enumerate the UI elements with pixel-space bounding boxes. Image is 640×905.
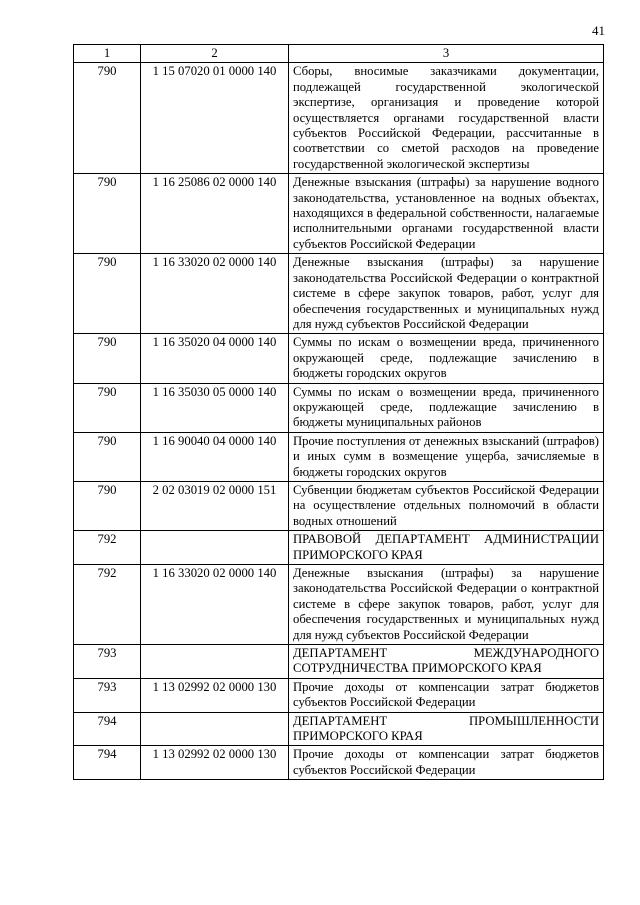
budget-code-cell: 1 13 02992 02 0000 130 [141, 678, 289, 712]
description-cell: Денежные взыскания (штрафы) за нарушение водного законодательства, установленное на водных объектах, находящихся в федеральной собственности, налагаемые исполнительными органами государственной власти субъектов Российской Федерации [289, 174, 604, 254]
budget-code-cell: 1 16 35020 04 0000 140 [141, 334, 289, 383]
table-row [74, 481, 604, 530]
budget-code-cell [141, 712, 289, 746]
column-header-1: 1 [74, 45, 141, 63]
admin-code-cell: 792 [74, 565, 141, 645]
table-row [74, 746, 604, 780]
budget-code-cell: 1 16 35030 05 0000 140 [141, 383, 289, 432]
admin-code-cell: 792 [74, 531, 141, 565]
table-row [74, 531, 604, 565]
table-row [74, 254, 604, 334]
department-name-cell: ДЕПАРТАМЕНТ ПРОМЫШЛЕННОСТИ ПРИМОРСКОГО КРАЯ [289, 712, 604, 746]
description-cell: Прочие доходы от компенсации затрат бюджетов субъектов Российской Федерации [289, 678, 604, 712]
admin-code-cell: 790 [74, 254, 141, 334]
admin-code-cell: 794 [74, 712, 141, 746]
admin-code-cell: 793 [74, 678, 141, 712]
table-row [74, 678, 604, 712]
admin-code-cell: 790 [74, 334, 141, 383]
description-cell: Суммы по искам о возмещении вреда, причиненного окружающей среде, подлежащие зачислению в бюджеты городских округов [289, 334, 604, 383]
description-cell: Субвенции бюджетам субъектов Российской Федерации на осуществление отдельных полномочий в области водных отношений [289, 481, 604, 530]
column-header-3: 3 [289, 45, 604, 63]
budget-code-cell: 1 16 33020 02 0000 140 [141, 254, 289, 334]
table-row [74, 334, 604, 383]
budget-code-cell: 1 16 90040 04 0000 140 [141, 432, 289, 481]
description-cell: Прочие доходы от компенсации затрат бюджетов субъектов Российской Федерации [289, 746, 604, 780]
table-row [74, 432, 604, 481]
budget-code-cell [141, 531, 289, 565]
table-row [74, 645, 604, 679]
admin-code-cell: 790 [74, 63, 141, 174]
table-row [74, 565, 604, 645]
table-row [74, 712, 604, 746]
description-cell: Суммы по искам о возмещении вреда, причиненного окружающей среде, подлежащие зачислению в бюджеты муниципальных районов [289, 383, 604, 432]
page-number: 41 [592, 23, 605, 38]
table-header-row [74, 45, 604, 63]
description-cell: Денежные взыскания (штрафы) за нарушение законодательства Российской Федерации о контрактной системе в сфере закупок товаров, работ, услуг для обеспечения государственных и муниципальных нужд для нужд субъектов Российской Федерации [289, 254, 604, 334]
description-cell: Прочие поступления от денежных взысканий (штрафов) и иных сумм в возмещение ущерба, зачисляемые в бюджеты городских округов [289, 432, 604, 481]
table-row [74, 383, 604, 432]
revenue-codes-table [73, 44, 604, 780]
budget-code-cell: 1 16 33020 02 0000 140 [141, 565, 289, 645]
column-header-2: 2 [141, 45, 289, 63]
budget-code-cell: 1 15 07020 01 0000 140 [141, 63, 289, 174]
admin-code-cell: 790 [74, 174, 141, 254]
budget-code-cell: 1 13 02992 02 0000 130 [141, 746, 289, 780]
admin-code-cell: 790 [74, 481, 141, 530]
description-cell: Денежные взыскания (штрафы) за нарушение законодательства Российской Федерации о контрактной системе в сфере закупок товаров, работ, услуг для обеспечения государственных и муниципальных нужд для нужд субъектов Российской Федерации [289, 565, 604, 645]
description-cell: Сборы, вносимые заказчиками документации, подлежащей государственной экологической экспертизе, организация и проведение которой осуществляется органами государственной власти субъектов Российской Федерации, рассчитанные в соответствии со сметой расходов на проведение государственной экологической экспертизы [289, 63, 604, 174]
department-name-cell: ДЕПАРТАМЕНТ МЕЖДУНАРОДНОГО СОТРУДНИЧЕСТВА ПРИМОРСКОГО КРАЯ [289, 645, 604, 679]
department-name-cell: ПРАВОВОЙ ДЕПАРТАМЕНТ АДМИНИСТРАЦИИ ПРИМОРСКОГО КРАЯ [289, 531, 604, 565]
admin-code-cell: 793 [74, 645, 141, 679]
budget-code-cell: 1 16 25086 02 0000 140 [141, 174, 289, 254]
table-body [74, 63, 604, 780]
admin-code-cell: 790 [74, 432, 141, 481]
table-row [74, 174, 604, 254]
budget-code-cell [141, 645, 289, 679]
admin-code-cell: 790 [74, 383, 141, 432]
admin-code-cell: 794 [74, 746, 141, 780]
table-row [74, 63, 604, 174]
budget-code-cell: 2 02 03019 02 0000 151 [141, 481, 289, 530]
